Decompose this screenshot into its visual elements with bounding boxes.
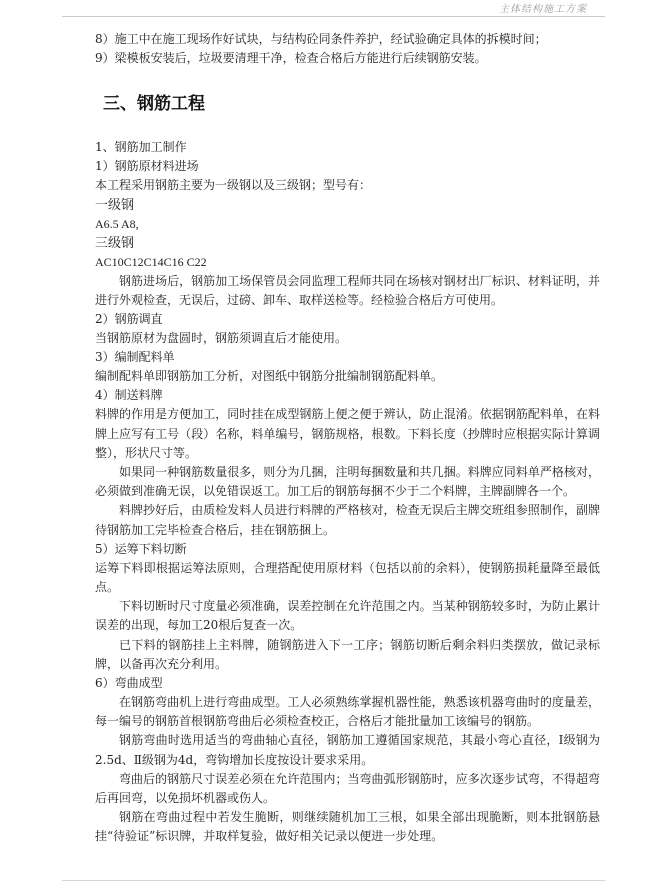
- grade-label-third: 三级钢: [95, 235, 135, 251]
- paragraph-tags-1: 料牌的作用是方便加工，同时挂在成型钢筋上便之便于辨认，防止混淆。依据钢筋配料单，在料牌上应写有工号（段）名称，料单编号，钢筋规格，根数。下料长度（抄牌时应根据实际计算调整），形状尺寸等。: [95, 407, 600, 460]
- sub-heading-schedule: 3）编制配料单: [95, 350, 175, 365]
- list-item-8: 8）施工中在施工现场作好试块，与结构砼同条件养护，经试验确定具体的拆模时间；: [95, 32, 547, 46]
- paragraph-cutting-2: 下料切断时尺寸度量必须准确，误差控制在允许范围之内。当某种钢筋较多时，为防止累计误差的出现，每加工20根后复查一次。: [95, 599, 600, 633]
- paragraph-bending-2: 钢筋弯曲时选用适当的弯曲轴心直径，钢筋加工遵循国家规范，其最小弯心直径，Ⅰ级钢为2.5d、Ⅱ级钢为4d，弯钩增加长度按设计要求采用。: [95, 733, 600, 767]
- grade-label-first: 一级钢: [95, 197, 135, 213]
- header-rule: [62, 16, 605, 17]
- section-title: 三、钢筋工程: [103, 94, 205, 115]
- models-third: AC10C12C14C16 C22: [95, 254, 207, 269]
- page-content: [95, 30, 600, 847]
- paragraph-tags-2: 如果同一种钢筋数量很多，则分为几捆，注明每捆数量和共几捆。料牌应同料单严格核对，必须做到准确无误，以免错误返工。加工后的钢筋每捆不少于二个料牌，主牌副牌各一个。: [95, 465, 600, 499]
- footer-rule: [62, 880, 605, 881]
- paragraph-tags-3: 料牌抄好后，由质检发料人员进行料牌的严格核对，检查无误后主牌交班组参照制作，副牌待钢筋加工完毕检查合格后，挂在钢筋捆上。: [95, 503, 600, 537]
- paragraph-straightening: 当钢筋原材为盘圆时，钢筋须调直后才能使用。: [95, 331, 348, 346]
- paragraph-cutting-1: 运筹下料即根据运筹法原则，合理搭配使用原材料（包括以前的余料），使钢筋损耗量降至最低点。: [95, 560, 600, 595]
- models-first: A6.5 A8,: [95, 216, 139, 231]
- running-header: 主体结构施工方案: [499, 4, 587, 15]
- paragraph-bending-4: 钢筋在弯曲过程中若发生脆断，则继续随机加工三根，如果全部出现脆断，则本批钢筋悬挂“待验证”标识牌，并取样复验，做好相关记录以便进一步处理。: [95, 810, 600, 844]
- sub-heading-raw-material: 1）钢筋原材料进场: [95, 159, 199, 174]
- subsection-heading: 1、钢筋加工制作: [95, 140, 187, 155]
- paragraph-bending-1: 在钢筋弯曲机上进行弯曲成型。工人必须熟练掌握机器性能，熟悉该机器弯曲时的度量差，每一编号的钢筋首根钢筋弯曲后必须检查校正，合格后才能批量加工该编号的钢筋。: [95, 695, 600, 729]
- list-item-9: 9）梁模板安装后，垃圾要清理干净，检查合格后方能进行后续钢筋安装。: [95, 51, 487, 66]
- paragraph-bending-3: 弯曲后的钢筋尺寸误差必须在允许范围内；当弯曲弧形钢筋时，应多次逐步试弯，不得超弯后再回弯，以免损坏机器或伤人。: [95, 771, 600, 806]
- paragraph-inspection: 钢筋进场后，钢筋加工场保管员会同监理工程师共同在场核对钢材出厂标识、材料证明，并进行外观检查，无误后，过磅、卸车、取样送检等。经检验合格后方可使用。: [95, 273, 600, 307]
- paragraph-cutting-3: 已下料的钢筋挂上主料牌，随钢筋进入下一工序；钢筋切断后剩余料归类摆放，做记录标牌，以备再次充分利用。: [95, 637, 600, 671]
- sub-heading-cutting: 5）运筹下料切断: [95, 541, 187, 556]
- sub-heading-bending: 6）弯曲成型: [95, 676, 163, 691]
- paragraph-steel-types: 本工程采用钢筋主要为一级钢以及三级钢；型号有：: [95, 178, 372, 193]
- paragraph-schedule: 编制配料单即钢筋加工分析，对图纸中钢筋分批编制钢筋配料单。: [95, 369, 444, 384]
- sub-heading-straightening: 2）钢筋调直: [95, 312, 163, 327]
- sub-heading-tags: 4）制送料牌: [95, 388, 163, 403]
